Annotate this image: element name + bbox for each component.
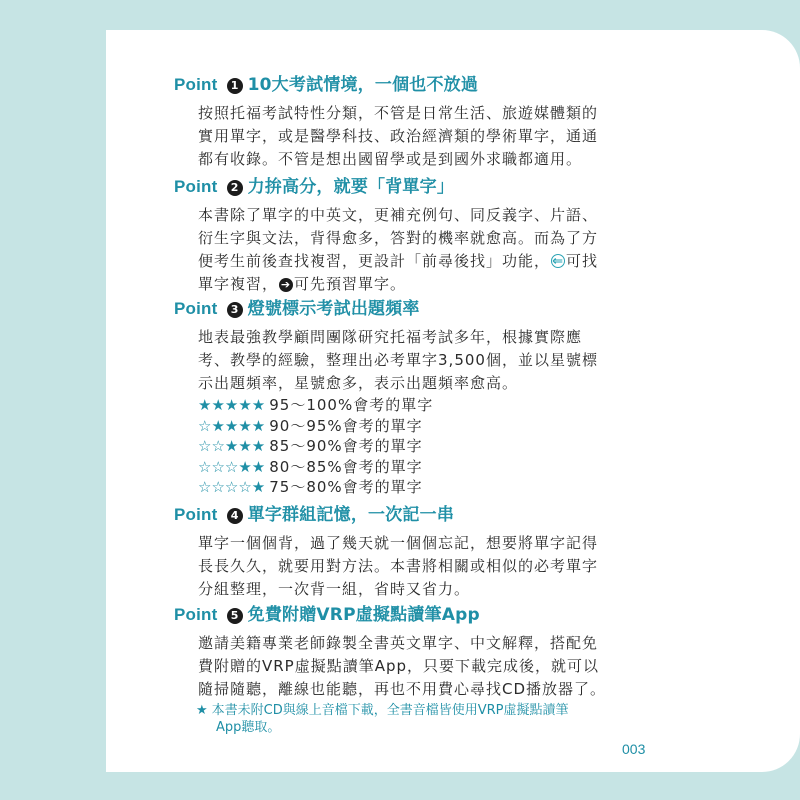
point-label: Point: [174, 605, 218, 624]
body-line: 分組整理，一次背一組，省時又省力。: [198, 580, 471, 598]
footnote-line: App聽取。: [216, 720, 281, 735]
star-icon: ★: [196, 703, 208, 718]
number-badge-1: 1: [227, 78, 243, 94]
point-2-title: 力拚高分，就要「背單字」: [247, 177, 455, 197]
rating-text: 95～100%會考的單字: [269, 396, 434, 414]
star-rating-icon: ☆★★★★: [198, 416, 266, 435]
point-1-heading: [174, 74, 654, 96]
body-line: [198, 250, 654, 273]
body-line: 地表最強教學顧問團隊研究托福考試多年，根據實際應: [198, 328, 583, 346]
point-3-body: [198, 326, 654, 498]
book-page: [106, 30, 800, 772]
rating-row: [198, 416, 654, 437]
body-line: 本書除了單字的中英文，更補充例句、同反義字、片語、: [198, 206, 599, 224]
body-text: 可先預習單字。: [294, 275, 407, 293]
point-label: Point: [174, 505, 218, 524]
body-line: 示出題頻率，星號愈多，表示出題頻率愈高。: [198, 374, 519, 392]
body-line: 單字一個個背，過了幾天就一個個忘記，想要將單字記得: [198, 534, 599, 552]
point-4-body: [198, 532, 654, 601]
point-5-body: [198, 632, 654, 701]
body-line: 考、教學的經驗，整理出必考單字3,500個，並以星號標: [198, 351, 598, 369]
star-rating-icon: ★★★★★: [198, 396, 266, 414]
point-label: Point: [174, 177, 218, 196]
number-badge-5: 5: [227, 608, 243, 624]
rating-text: 85～90%會考的單字: [269, 437, 423, 455]
body-line: 費附贈的VRP虛擬點讀筆App，只要下載完成後，就可以: [198, 657, 600, 675]
point-label: Point: [174, 75, 218, 94]
point-4-title: 單字群組記憶，一次記一串: [247, 505, 455, 525]
point-4-section: [174, 504, 654, 601]
body-line: 長長久久，就要用對方法。本書將相關或相似的必考單字: [198, 557, 599, 575]
point-2-section: [174, 176, 654, 296]
point-5-heading: [174, 604, 654, 626]
point-3-section: [174, 298, 654, 498]
point-1-body: [198, 102, 654, 171]
star-rating-icon: ☆☆★★★: [198, 437, 266, 455]
right-arrow-circle-icon: ➔: [280, 278, 292, 291]
point-5-title: 免費附贈VRP虛擬點讀筆App: [247, 605, 480, 625]
point-3-title: 燈號標示考試出題頻率: [247, 299, 420, 319]
star-rating-icon: ☆☆☆☆★: [198, 478, 266, 496]
body-text: 便考生前後查找複習，更設計「前尋後找」功能，: [198, 252, 551, 270]
page-number: 003: [622, 741, 646, 757]
rating-text: 75～80%會考的單字: [269, 478, 423, 496]
rating-row: [198, 457, 654, 478]
body-text: 單字複習，: [198, 275, 279, 293]
body-line: 按照托福考試特性分類，不管是日常生活、旅遊媒體類的: [198, 104, 599, 122]
body-line: 衍生字與文法，背得愈多，答對的機率就愈高。而為了方: [198, 229, 599, 247]
rating-row: [198, 477, 654, 498]
point-2-heading: [174, 176, 654, 198]
rating-row: [198, 436, 654, 457]
body-line: 隨掃隨聽，離線也能聽，再也不用費心尋找CD播放器了。: [198, 680, 607, 698]
body-line: [198, 273, 654, 296]
body-line: 實用單字，或是醫學科技、政治經濟類的學術單字，通通: [198, 127, 599, 145]
body-text: 可找: [566, 252, 599, 270]
left-arrow-circle-icon: ⇐: [552, 254, 564, 269]
footnote-text: 本書未附CD與線上音檔下載，全書音檔皆使用VRP虛擬點讀筆: [211, 703, 569, 718]
body-line: 邀請美籍專業老師錄製全書英文單字、中文解釋，搭配免: [198, 634, 599, 652]
point-label: Point: [174, 299, 218, 318]
star-rating-icon: ☆☆☆★★: [198, 457, 266, 476]
rating-text: 90～95%會考的單字: [269, 416, 423, 435]
point-3-heading: [174, 298, 654, 320]
point-5-section: [174, 604, 654, 701]
point-1-section: [174, 74, 654, 171]
number-badge-4: 4: [227, 508, 243, 524]
point-4-heading: [174, 504, 654, 526]
footnote-line: [196, 702, 656, 719]
footnote: [196, 702, 656, 736]
number-badge-2: 2: [227, 180, 243, 196]
rating-row: [198, 395, 654, 416]
body-line: 都有收錄。不管是想出國留學或是到國外求職都適用。: [198, 150, 583, 168]
point-1-title: 10大考試情境，一個也不放過: [247, 75, 479, 95]
rating-text: 80～85%會考的單字: [269, 457, 423, 476]
number-badge-3: 3: [227, 302, 243, 318]
point-2-body: [198, 204, 654, 296]
